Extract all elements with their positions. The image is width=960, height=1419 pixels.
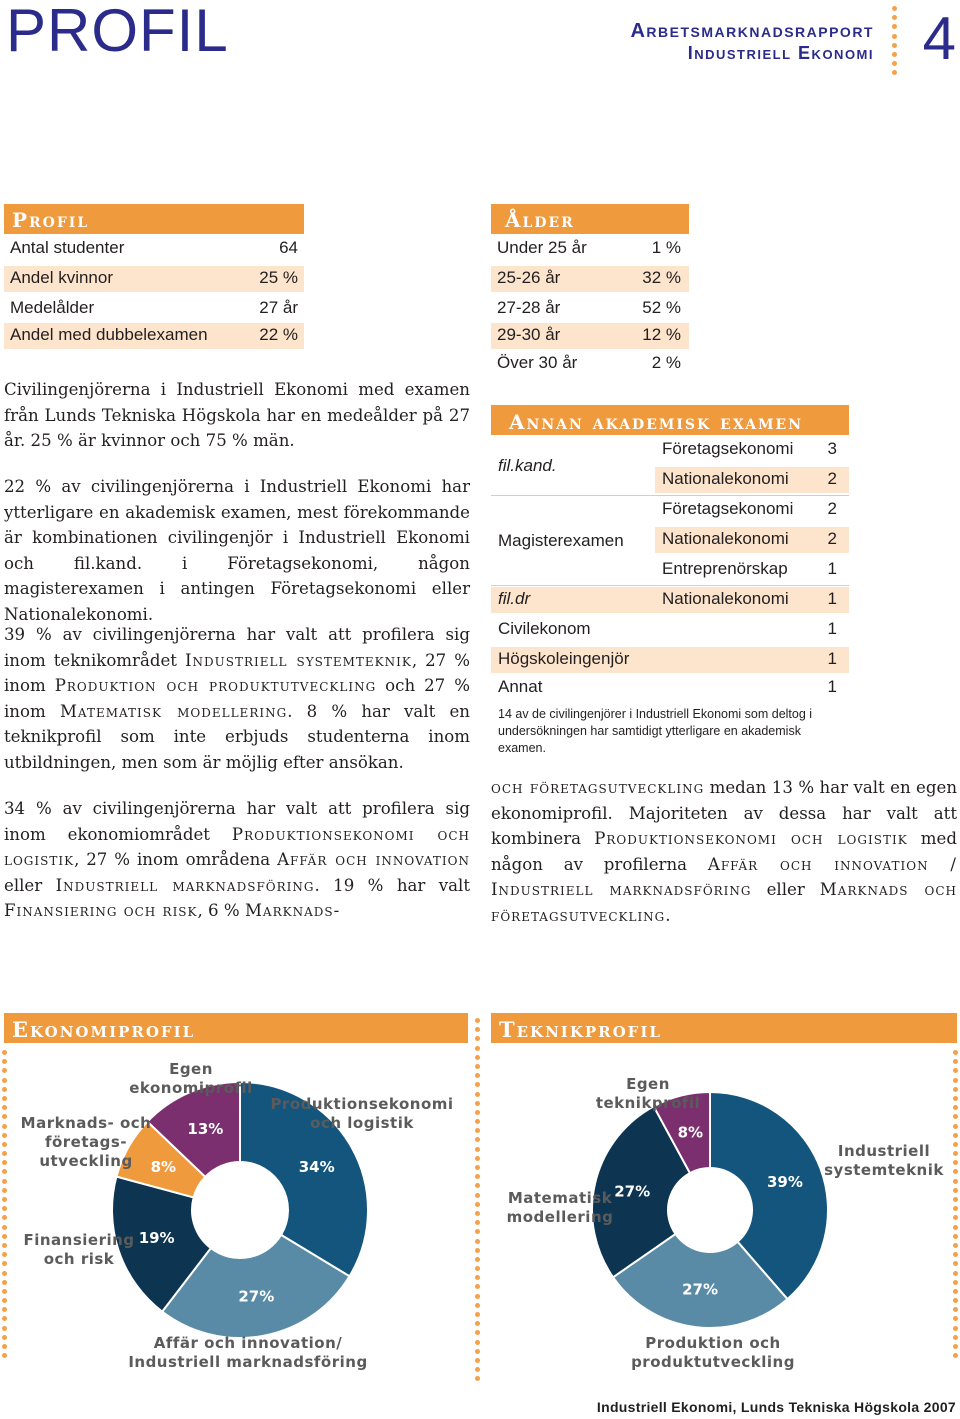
ekonomiprofil-heading: Ekonomiprofil xyxy=(4,1013,468,1043)
alder-row xyxy=(491,351,689,377)
annan-row xyxy=(491,647,849,673)
header-dot-divider xyxy=(892,6,898,80)
profil-row xyxy=(4,236,304,262)
label-produktion-produktutveckling: Produktion och produktutveckling xyxy=(631,1334,795,1371)
text-span: . 8 % har valt en teknikprofil som inte erbjuds studenterna inom utbildningen, men som är möjlig efter ansökan. xyxy=(4,701,470,772)
teknikprofil-donut-chart xyxy=(590,1080,870,1340)
annan-row-value: 1 xyxy=(827,619,837,638)
alder-row-value: 32 % xyxy=(642,268,681,287)
text-span: medan 13 % har valt en egen ekonomiprofil. Majoriteten av dessa har valt att kombinera xyxy=(491,778,957,849)
paragraph-dubbelexamen: 22 % av civilingenjörerna i Industriell Ekonomi har ytterligare en akademisk examen, mest förekommande är kombinationen civilingenjör i Industriell Ekonomi och fil.kand. i Företagsekonomi, någon magisterexamen i antingen Företagsekonomi eller Nationalekonomi. xyxy=(4,477,470,624)
chart-center-dot-divider xyxy=(475,1018,481,1386)
chart-right-dot-border xyxy=(953,1050,959,1362)
annan-group xyxy=(491,529,651,553)
report-title-line2: Industriell Ekonomi xyxy=(687,43,874,63)
text-span: . 19 % har valt xyxy=(314,875,471,895)
chart-left-dot-border xyxy=(2,1050,8,1362)
alder-row-label: 29-30 år xyxy=(497,325,561,344)
alder-heading: Ålder xyxy=(491,204,689,234)
slice-value-label: 8% xyxy=(150,1157,177,1176)
term-industriell-marknadsforing: Industriell marknadsföring xyxy=(55,875,315,895)
text-span: eller xyxy=(4,875,43,895)
annan-row xyxy=(655,497,849,523)
annan-row-value: 3 xyxy=(827,439,837,458)
annan-group xyxy=(491,454,651,478)
annan-row-value: 1 xyxy=(827,677,837,696)
label-egen-ekonomiprofil: Egen ekonomiprofil xyxy=(129,1060,253,1097)
profil-row xyxy=(4,296,304,322)
alder-row xyxy=(491,323,689,349)
page-footer: Industriell Ekonomi, Lunds Tekniska Högskola 2007 xyxy=(596,1399,956,1415)
profil-heading: Profil xyxy=(4,204,304,234)
profil-row-label: Antal studenter xyxy=(10,238,125,257)
annan-row-label: Nationalekonomi xyxy=(662,529,789,548)
annan-note: 14 av de civilingenjörer i Industriell Ekonomi som deltog i undersökningen har samtidigt ytterligare en akademisk examen. xyxy=(498,707,813,755)
term-produktionsekonomi: Produktionsekonomi och logistik xyxy=(4,824,470,870)
term-produktion: Produktion och produktutveckling xyxy=(54,676,377,696)
row-divider xyxy=(491,585,849,586)
paragraph-teknikprofil xyxy=(4,622,470,776)
text-span: 34 % av civilingenjörerna har valt att profilera sig inom ekonomiområdet xyxy=(4,799,470,844)
text-span: , 6 % xyxy=(197,901,240,921)
profil-row-label: Medelålder xyxy=(10,298,95,317)
slice-value-label: 27% xyxy=(682,1280,719,1299)
text-span: 39 % av civilingenjörerna har valt att profilera sig inom teknikområdet xyxy=(4,625,470,670)
annan-row-value: 1 xyxy=(827,649,837,668)
slice-value-label: 19% xyxy=(138,1229,175,1248)
annan-row xyxy=(491,675,849,701)
term-industriell-marknadsforing: Industriell marknadsföring xyxy=(491,880,752,900)
term-marknads: Marknads- xyxy=(244,901,341,921)
slice-value-label: 27% xyxy=(238,1287,275,1306)
report-title xyxy=(630,20,874,64)
row-divider xyxy=(491,495,849,496)
alder-row-value: 12 % xyxy=(642,325,681,344)
alder-row xyxy=(491,296,689,322)
annan-row-label: Entreprenörskap xyxy=(662,559,788,578)
text-span: med någon av profilerna xyxy=(491,829,957,874)
annan-row xyxy=(655,437,849,463)
annan-row-value: 2 xyxy=(827,499,837,518)
text-span: , 27 % inom xyxy=(4,650,471,696)
alder-row-label: 27-28 år xyxy=(497,298,561,317)
profil-row-value: 64 xyxy=(279,238,298,257)
term-finansiering-risk: Finansiering och risk xyxy=(4,901,198,921)
alder-row-label: 25-26 år xyxy=(497,268,561,287)
profil-row-label: Andel kvinnor xyxy=(10,268,114,287)
annan-row-label: Nationalekonomi xyxy=(662,469,789,488)
annan-row-value: 2 xyxy=(827,469,837,488)
annan-row-label: Nationalekonomi xyxy=(662,589,789,608)
alder-row-value: 2 % xyxy=(651,353,681,372)
paragraph-ekonomiprofil xyxy=(4,796,470,924)
alder-row-value: 1 % xyxy=(651,238,681,257)
profil-row-value: 27 år xyxy=(259,298,298,317)
profil-row-value: 25 % xyxy=(259,268,298,287)
annan-row xyxy=(491,587,849,613)
term-industriell-systemteknik: Industriell systemteknik xyxy=(185,650,412,670)
term-marknads-foretagsutveckling: Marknads och företagsutveckling xyxy=(491,880,957,925)
term-matematisk-modellering: Matematisk modellering xyxy=(59,701,288,721)
term-produktionsekonomi: Produktionsekonomi och logistik xyxy=(594,829,908,849)
term-affar-innovation: Affär och innovation xyxy=(277,850,470,870)
annan-row xyxy=(655,557,849,583)
annan-row xyxy=(655,527,849,553)
text-span: . xyxy=(665,905,671,925)
alder-row-value: 52 % xyxy=(642,298,681,317)
annan-group-civilekonom: Civilekonom xyxy=(498,619,591,638)
alder-row xyxy=(491,266,689,292)
paragraph-intro: Civilingenjörerna i Industriell Ekonomi med examen från Lunds Tekniska Högskola har en medeålder på 27 år. 25 % är kvinnor och 75 % män. xyxy=(4,380,470,451)
annan-heading: Annan akademisk examen xyxy=(491,405,849,435)
annan-row-label: Företagsekonomi xyxy=(662,439,794,458)
text-span: , 27 % inom områdena xyxy=(74,850,271,870)
paragraph-continuation xyxy=(491,775,957,929)
label-egen-teknikprofil: Egen teknikprofil xyxy=(595,1075,701,1112)
annan-row-value: 1 xyxy=(827,559,837,578)
alder-row xyxy=(491,236,689,262)
report-title-line1: Arbetsmarknadsrapport xyxy=(630,20,874,42)
label-matematisk-modellering: Matematisk modellering xyxy=(506,1189,614,1226)
annan-row-value: 2 xyxy=(827,529,837,548)
annan-row-value: 1 xyxy=(827,589,837,608)
page-title: PROFIL xyxy=(6,0,229,64)
slice-value-label: 8% xyxy=(677,1123,704,1142)
annan-group-filkand: fil.kand. xyxy=(498,456,557,475)
label-marknads-foretagsutveckling: Marknads- och företags- utveckling xyxy=(20,1114,152,1170)
label-produktionsekonomi: Produktionsekonomi och logistik xyxy=(270,1095,454,1132)
slice-value-label: 39% xyxy=(766,1172,803,1191)
text-span: eller xyxy=(766,880,805,900)
annan-group-fildr: fil.dr xyxy=(498,589,531,608)
annan-row-label: Företagsekonomi xyxy=(662,499,794,518)
text-span: och 27 % inom xyxy=(4,676,470,721)
profil-row-value: 22 % xyxy=(259,325,298,344)
alder-row-label: Över 30 år xyxy=(497,353,578,372)
annan-group-hogskoleingenjor: Högskoleingenjör xyxy=(498,649,630,668)
profil-row-label: Andel med dubbelexamen xyxy=(10,325,208,344)
label-affar-innovation: Affär och innovation/ Industriell marknadsföring xyxy=(128,1334,368,1371)
slice-value-label: 34% xyxy=(298,1157,335,1176)
teknikprofil-heading: Teknikprofil xyxy=(491,1013,957,1043)
page-number: 4 xyxy=(922,5,956,72)
term-affar-innovation: Affär och innovation / xyxy=(707,854,958,874)
label-industriell-systemteknik: Industriell systemteknik xyxy=(824,1142,944,1179)
profil-row xyxy=(4,323,304,349)
label-finansiering-risk: Finansiering och risk xyxy=(23,1231,135,1268)
annan-row xyxy=(655,467,849,493)
alder-row-label: Under 25 år xyxy=(497,238,587,257)
profil-row xyxy=(4,266,304,292)
term-foretagsutveckling: och företagsutveckling xyxy=(491,778,705,797)
annan-group-annat: Annat xyxy=(498,677,543,696)
annan-row xyxy=(491,617,849,643)
slice-value-label: 27% xyxy=(614,1182,651,1201)
annan-group-magister: Magisterexamen xyxy=(498,531,624,550)
slice-value-label: 13% xyxy=(187,1120,224,1139)
